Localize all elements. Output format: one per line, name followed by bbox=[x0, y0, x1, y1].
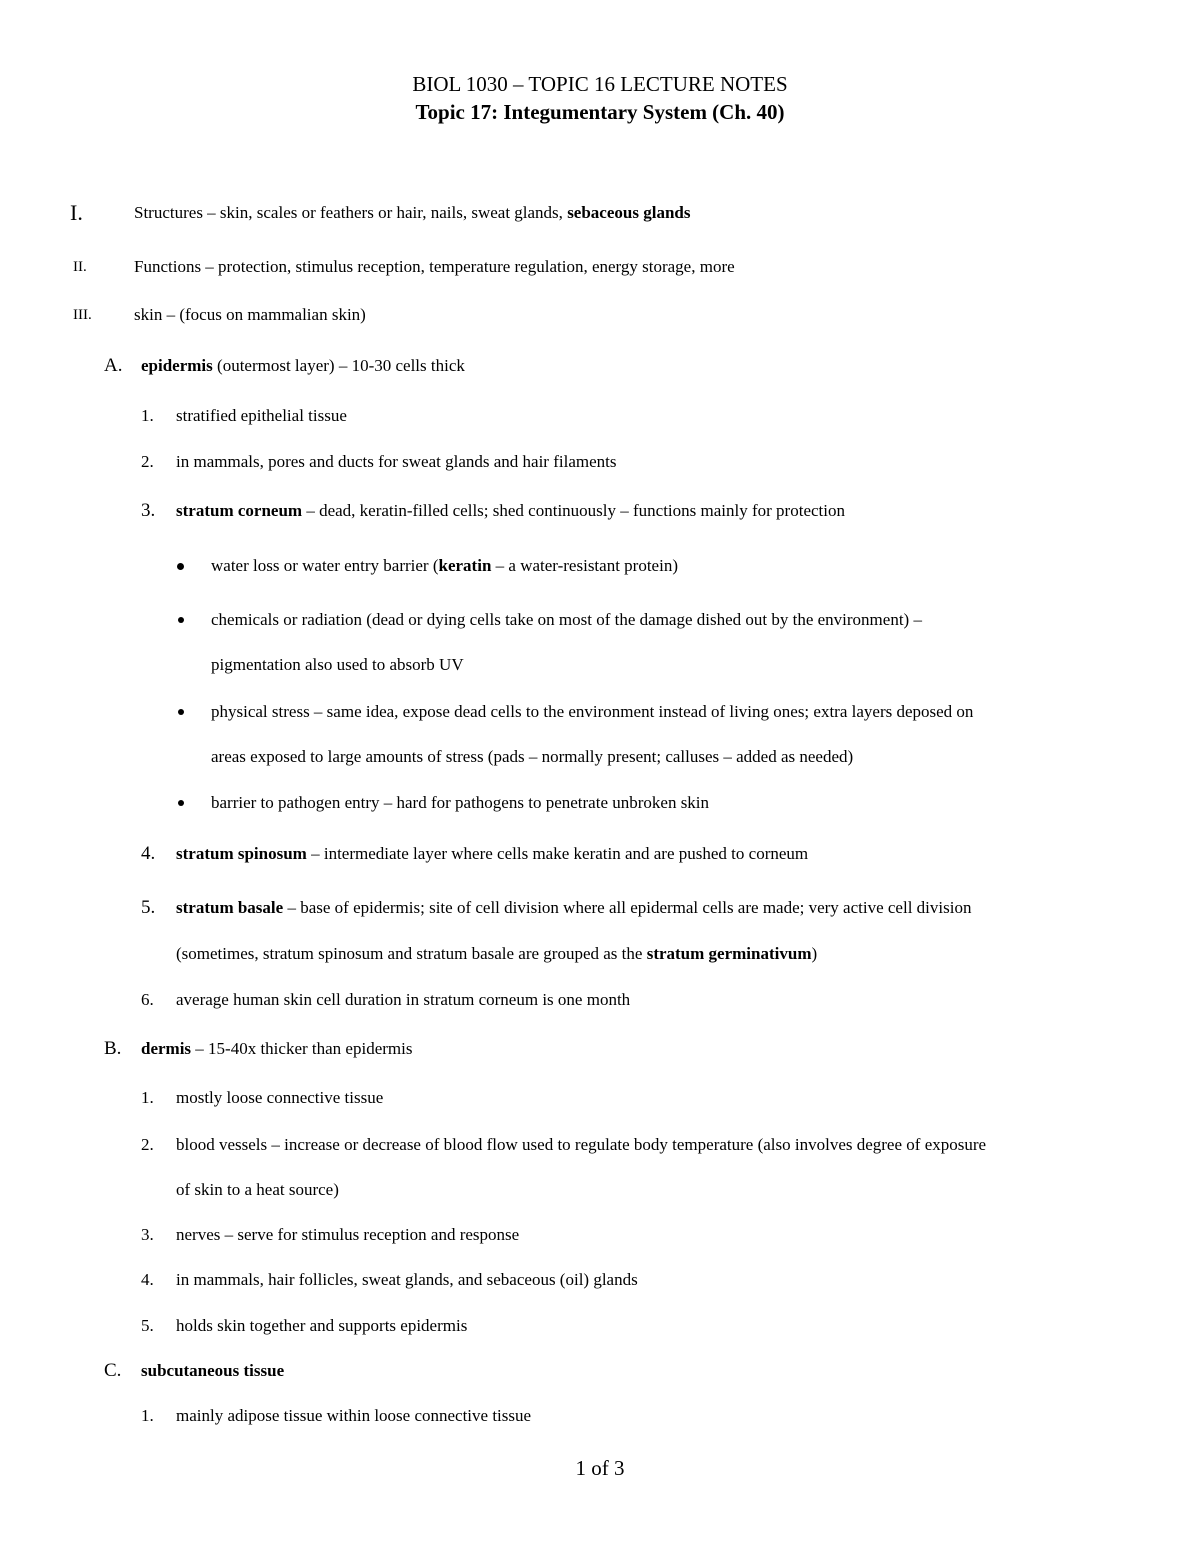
list-text: – dead, keratin-filled cells; shed continuously – functions mainly for protection bbox=[302, 501, 845, 520]
list-text: in mammals, pores and ducts for sweat glands and hair filaments bbox=[176, 452, 617, 471]
list-item bbox=[0, 985, 1200, 1015]
bullet-icon bbox=[178, 709, 184, 715]
bullet-bold-term: keratin bbox=[438, 556, 492, 575]
bullet-text: water loss or water entry barrier ( bbox=[211, 556, 439, 575]
list-number: 2. bbox=[141, 1135, 154, 1154]
bullet-item bbox=[0, 551, 1200, 581]
outline-bold-term: sebaceous glands bbox=[567, 203, 691, 222]
list-number: 4. bbox=[141, 843, 156, 864]
list-text: in mammals, hair follicles, sweat glands, and sebaceous (oil) glands bbox=[176, 1270, 638, 1289]
outline-marker: I. bbox=[70, 200, 83, 225]
section-marker: B. bbox=[104, 1038, 122, 1059]
list-text: nerves – serve for stimulus reception and response bbox=[176, 1225, 520, 1244]
list-number: 5. bbox=[141, 897, 156, 918]
section-bold-term: subcutaneous tissue bbox=[141, 1361, 285, 1380]
list-text: ) bbox=[811, 944, 818, 963]
outline-item-iii bbox=[0, 300, 1200, 330]
bullet-continuation bbox=[0, 650, 1200, 680]
list-continuation bbox=[0, 939, 1200, 969]
bullet-text: physical stress – same idea, expose dead cells to the environment instead of living ones; extra layers deposed on bbox=[211, 702, 974, 721]
topic-title: Topic 17: Integumentary System (Ch. 40) bbox=[415, 100, 785, 124]
list-item bbox=[0, 1130, 1200, 1160]
list-number: 1. bbox=[141, 1406, 154, 1425]
list-bold-term: stratum spinosum bbox=[176, 844, 307, 863]
list-number: 2. bbox=[141, 452, 154, 471]
list-number: 4. bbox=[141, 1270, 154, 1289]
list-bold-term: stratum germinativum bbox=[646, 944, 812, 963]
list-item bbox=[0, 1311, 1200, 1341]
list-number: 1. bbox=[141, 1088, 154, 1107]
list-item bbox=[0, 496, 1200, 526]
list-item bbox=[0, 1083, 1200, 1113]
list-bold-term: stratum basale bbox=[176, 898, 284, 917]
section-marker: A. bbox=[104, 355, 123, 376]
list-text: stratified epithelial tissue bbox=[176, 406, 347, 425]
outline-item-ii bbox=[0, 252, 1200, 282]
bullet-icon bbox=[178, 617, 184, 623]
list-text: – base of epidermis; site of cell division where all epidermal cells are made; very active cell division bbox=[283, 898, 972, 917]
bullet-item bbox=[0, 697, 1200, 727]
bullet-item bbox=[0, 788, 1200, 818]
section-marker: C. bbox=[104, 1360, 122, 1381]
list-item bbox=[0, 1401, 1200, 1431]
section-c-subcutaneous bbox=[0, 1356, 1200, 1386]
list-item bbox=[0, 839, 1200, 869]
bullet-icon bbox=[178, 800, 184, 806]
list-bold-term: stratum corneum bbox=[176, 501, 303, 520]
bullet-text: barrier to pathogen entry – hard for pathogens to penetrate unbroken skin bbox=[211, 793, 710, 812]
outline-text: Functions – protection, stimulus reception, temperature regulation, energy storage, more bbox=[134, 257, 735, 276]
list-text: average human skin cell duration in stratum corneum is one month bbox=[176, 990, 631, 1009]
bullet-text: – a water-resistant protein) bbox=[491, 556, 678, 575]
list-text: blood vessels – increase or decrease of blood flow used to regulate body temperature (also involves degree of exposure bbox=[176, 1135, 987, 1154]
bullet-icon bbox=[177, 563, 184, 570]
outline-marker: III. bbox=[73, 307, 92, 323]
list-text: of skin to a heat source) bbox=[176, 1180, 339, 1199]
bullet-text: chemicals or radiation (dead or dying cells take on most of the damage dished out by the environment) – bbox=[211, 610, 922, 629]
course-header: BIOL 1030 – TOPIC 16 LECTURE NOTES bbox=[412, 72, 788, 96]
list-item bbox=[0, 447, 1200, 477]
bullet-text: areas exposed to large amounts of stress (pads – normally present; calluses – added as needed) bbox=[211, 747, 854, 766]
list-number: 3. bbox=[141, 1225, 154, 1244]
bullet-item bbox=[0, 605, 1200, 635]
section-a-epidermis bbox=[0, 351, 1200, 381]
list-item bbox=[0, 893, 1200, 923]
list-text: mostly loose connective tissue bbox=[176, 1088, 384, 1107]
section-text: – 15-40x thicker than epidermis bbox=[191, 1039, 413, 1058]
list-number: 5. bbox=[141, 1316, 154, 1335]
list-number: 6. bbox=[141, 990, 154, 1009]
section-b-dermis bbox=[0, 1034, 1200, 1064]
list-text: (sometimes, stratum spinosum and stratum basale are grouped as the bbox=[176, 944, 647, 963]
list-number: 1. bbox=[141, 406, 154, 425]
list-number: 3. bbox=[141, 500, 156, 521]
list-item bbox=[0, 401, 1200, 431]
bullet-continuation bbox=[0, 742, 1200, 772]
list-continuation bbox=[0, 1175, 1200, 1205]
list-text: mainly adipose tissue within loose connective tissue bbox=[176, 1406, 532, 1425]
outline-item-i bbox=[0, 198, 1200, 228]
list-item bbox=[0, 1265, 1200, 1295]
list-text: holds skin together and supports epidermis bbox=[176, 1316, 468, 1335]
section-text: (outermost layer) – 10-30 cells thick bbox=[212, 356, 465, 375]
page-number: 1 of 3 bbox=[575, 1456, 625, 1480]
bullet-text: pigmentation also used to absorb UV bbox=[211, 655, 464, 674]
outline-text: Structures – skin, scales or feathers or hair, nails, sweat glands, bbox=[134, 203, 568, 222]
section-bold-term: dermis bbox=[141, 1039, 192, 1058]
outline-text: skin – (focus on mammalian skin) bbox=[134, 305, 366, 324]
list-text: – intermediate layer where cells make keratin and are pushed to corneum bbox=[306, 844, 809, 863]
section-bold-term: epidermis bbox=[141, 356, 213, 375]
list-item bbox=[0, 1220, 1200, 1250]
outline-marker: II. bbox=[73, 259, 87, 275]
